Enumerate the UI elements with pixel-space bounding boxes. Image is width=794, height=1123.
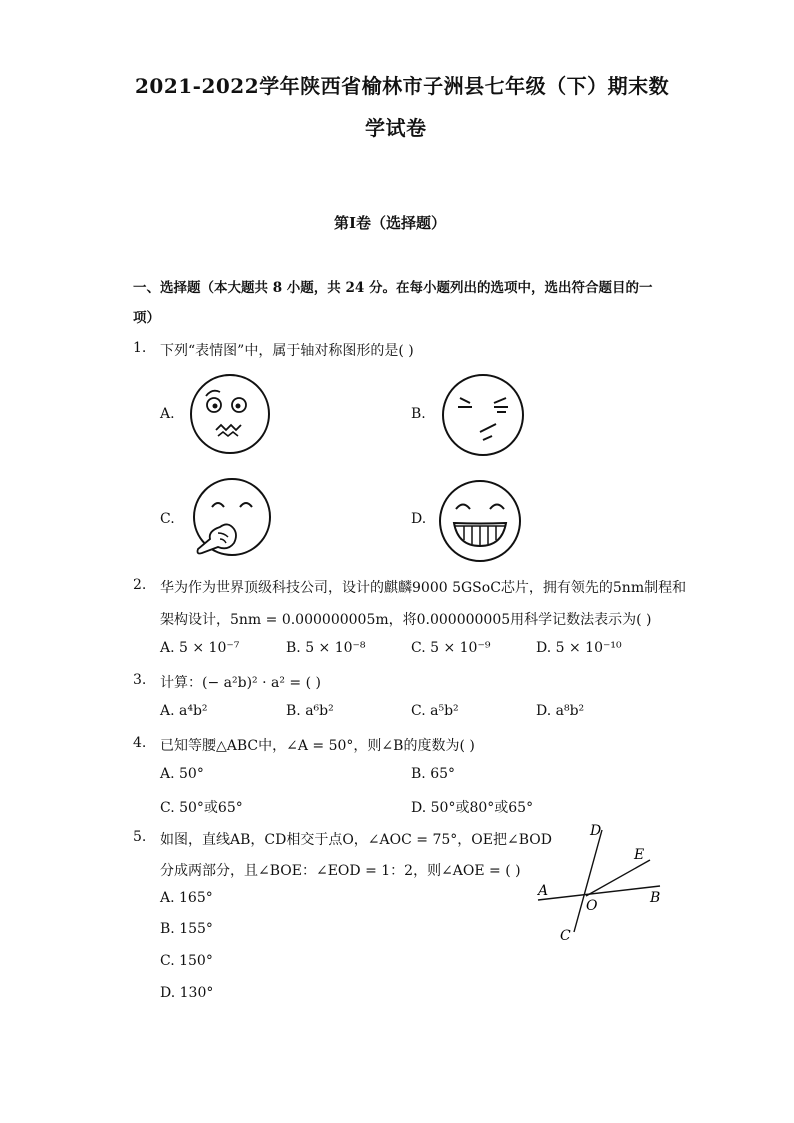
part-heading: 一、选择题（本大题共 8 小题，共 24 分。在每小题列出的选项中，选出符合题目的一 (133, 280, 653, 296)
option-c[interactable]: C. 5 × 10⁻⁹ (411, 640, 491, 656)
option-label-b[interactable]: B. (411, 406, 426, 422)
option-b[interactable]: B. 65° (411, 766, 456, 782)
option-d[interactable]: D. a⁸b² (536, 703, 585, 719)
page-title-line1: 2021-2022学年陕西省榆林市子洲县七年级（下）期末数 (135, 74, 670, 98)
face-d-icon (436, 478, 524, 564)
label-c: C (560, 928, 571, 944)
question-stem: 已知等腰△ABC中，∠A = 50°，则∠B的度数为( ) (160, 738, 475, 754)
option-label-d[interactable]: D. (411, 511, 427, 527)
question-stem: 如图，直线AB，CD相交于点O，∠AOC = 75°，OE把∠BOD (160, 832, 552, 848)
question-number: 4. (133, 735, 147, 751)
option-b[interactable]: B. a⁶b² (286, 703, 334, 719)
option-a[interactable]: A. 50° (160, 766, 204, 782)
option-d[interactable]: D. 5 × 10⁻¹⁰ (536, 640, 622, 656)
option-label-a[interactable]: A. (160, 406, 175, 422)
option-d[interactable]: D. 130° (160, 985, 214, 1001)
label-a: A (538, 883, 549, 899)
label-b: B (650, 890, 661, 906)
question-number: 5. (133, 829, 147, 845)
face-c-icon (188, 477, 274, 561)
question-stem-cont: 分成两部分，且∠BOE：∠EOD = 1：2，则∠AOE = ( ) (160, 863, 521, 879)
label-o: O (586, 898, 598, 914)
option-d[interactable]: D. 50°或80°或65° (411, 800, 534, 816)
option-label-c[interactable]: C. (160, 511, 175, 527)
question-number: 2. (133, 577, 147, 593)
question-stem-cont: 架构设计，5nm = 0.000000005m，将0.000000005用科学记数法表示为( ) (160, 612, 652, 628)
section-title: 第I卷（选择题） (334, 214, 447, 232)
label-e: E (634, 847, 645, 863)
option-c[interactable]: C. 50°或65° (160, 800, 243, 816)
intersecting-lines-figure (530, 820, 670, 945)
question-stem: 下列“表情图”中，属于轴对称图形的是( ) (160, 343, 414, 359)
question-stem: 华为作为世界顶级科技公司，设计的麒麟9000 5GSoC芯片，拥有领先的5nm制程和 (160, 580, 687, 596)
part-heading-cont: 项） (133, 310, 160, 326)
option-a[interactable]: A. 165° (160, 890, 213, 906)
face-a-icon (188, 372, 272, 456)
face-b-icon (440, 372, 526, 458)
label-d: D (590, 823, 602, 839)
option-c[interactable]: C. 150° (160, 953, 213, 969)
option-a[interactable]: A. a⁴b² (160, 703, 208, 719)
page-title-line2: 学试卷 (365, 116, 427, 140)
option-c[interactable]: C. a⁵b² (411, 703, 459, 719)
option-a[interactable]: A. 5 × 10⁻⁷ (160, 640, 240, 656)
question-number: 3. (133, 672, 147, 688)
question-stem: 计算：(− a²b)² · a² = ( ) (160, 675, 321, 691)
option-b[interactable]: B. 155° (160, 921, 213, 937)
option-b[interactable]: B. 5 × 10⁻⁸ (286, 640, 366, 656)
question-number: 1. (133, 340, 147, 356)
